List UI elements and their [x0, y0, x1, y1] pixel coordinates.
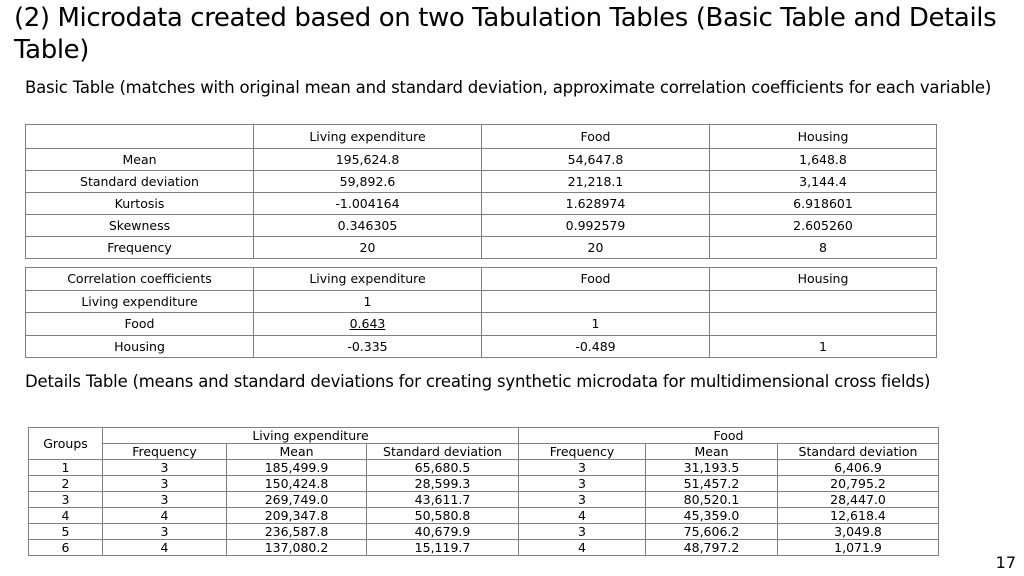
table-cell: 15,119.7: [367, 540, 519, 556]
table-row: [26, 335, 937, 358]
table-cell: -0.489: [482, 335, 710, 358]
table-row: [26, 171, 937, 193]
table-cell: 4: [103, 508, 227, 524]
table-cell: 12,618.4: [778, 508, 939, 524]
table-cell: 6: [29, 540, 103, 556]
table-cell: 195,624.8: [254, 149, 482, 171]
table-row: [26, 290, 937, 313]
row-label: Food: [26, 313, 254, 336]
row-label: Mean: [26, 149, 254, 171]
table-cell: 1,648.8: [710, 149, 937, 171]
table-row: [29, 524, 939, 540]
table-cell: 6,406.9: [778, 460, 939, 476]
table-cell: 80,520.1: [646, 492, 778, 508]
table-cell: 20: [254, 237, 482, 259]
table-cell: 4: [519, 508, 646, 524]
table-cell: 3: [103, 476, 227, 492]
basic-col-header: Housing: [710, 125, 937, 149]
table-cell: 59,892.6: [254, 171, 482, 193]
table-cell: 40,679.9: [367, 524, 519, 540]
table-cell: 3,049.8: [778, 524, 939, 540]
table-cell: 3: [519, 460, 646, 476]
table-cell: 0.992579: [482, 215, 710, 237]
subcolumn-header: Mean: [646, 444, 778, 460]
table-row: [29, 492, 939, 508]
table-cell: 137,080.2: [227, 540, 367, 556]
table-cell: 185,499.9: [227, 460, 367, 476]
subcolumn-header: Standard deviation: [367, 444, 519, 460]
table-cell: 1: [29, 460, 103, 476]
table-cell: 48,797.2: [646, 540, 778, 556]
groups-header: Groups: [29, 428, 103, 460]
table-cell: 28,447.0: [778, 492, 939, 508]
table-cell: 6.918601: [710, 193, 937, 215]
table-row: [26, 215, 937, 237]
basic-col-header: Living expenditure: [254, 125, 482, 149]
row-label: Standard deviation: [26, 171, 254, 193]
table-cell: -0.335: [254, 335, 482, 358]
subcolumn-header: Frequency: [519, 444, 646, 460]
table-row: [26, 237, 937, 259]
table-cell: 4: [29, 508, 103, 524]
table-cell: [710, 290, 937, 313]
correlation-corner-label: Correlation coefficients: [26, 268, 254, 291]
table-cell: 150,424.8: [227, 476, 367, 492]
row-label: Kurtosis: [26, 193, 254, 215]
basic-col-header: Food: [482, 125, 710, 149]
table-cell: 0.346305: [254, 215, 482, 237]
table-cell: 3: [103, 524, 227, 540]
table-cell: 3: [519, 524, 646, 540]
details-subheader-row: [29, 444, 939, 460]
basic-table-corner-cell: [26, 125, 254, 149]
table-cell: 65,680.5: [367, 460, 519, 476]
table-cell: 54,647.8: [482, 149, 710, 171]
table-row: [29, 540, 939, 556]
table-cell: [482, 290, 710, 313]
row-label: Skewness: [26, 215, 254, 237]
table-cell: 45,359.0: [646, 508, 778, 524]
table-cell: 31,193.5: [646, 460, 778, 476]
table-cell: 28,599.3: [367, 476, 519, 492]
table-cell: 3: [519, 492, 646, 508]
subcolumn-header: Mean: [227, 444, 367, 460]
correlation-col-header: Food: [482, 268, 710, 291]
table-row: [29, 508, 939, 524]
table-cell: 1: [710, 335, 937, 358]
table-cell: -1.004164: [254, 193, 482, 215]
table-cell: 8: [710, 237, 937, 259]
table-cell: 3: [103, 492, 227, 508]
table-cell: 1: [254, 290, 482, 313]
row-label: Housing: [26, 335, 254, 358]
table-cell: 43,611.7: [367, 492, 519, 508]
table-row: [26, 313, 937, 336]
page-number: 17: [995, 553, 1016, 572]
table-cell: 4: [103, 540, 227, 556]
basic-table-header-row: [26, 125, 937, 149]
slide-title: (2) Microdata created based on two Tabulation Tables (Basic Table and Details Table): [14, 3, 997, 65]
table-cell: 1.628974: [482, 193, 710, 215]
table-cell: 3: [29, 492, 103, 508]
row-label: Living expenditure: [26, 290, 254, 313]
table-cell: 2.605260: [710, 215, 937, 237]
table-cell: 3: [519, 476, 646, 492]
table-cell: 209,347.8: [227, 508, 367, 524]
table-cell: 20: [482, 237, 710, 259]
correlation-table: [25, 267, 937, 358]
basic-table-subtitle: Basic Table (matches with original mean and standard deviation, approximate correlation coefficients for each variable): [25, 78, 992, 97]
correlation-col-header: Housing: [710, 268, 937, 291]
details-group-header-row: [29, 428, 939, 444]
table-cell: 5: [29, 524, 103, 540]
table-cell: [710, 313, 937, 336]
table-cell: 3,144.4: [710, 171, 937, 193]
subcolumn-header: Frequency: [103, 444, 227, 460]
table-row: [29, 476, 939, 492]
table-cell: 75,606.2: [646, 524, 778, 540]
table-cell: 4: [519, 540, 646, 556]
table-cell: 50,580.8: [367, 508, 519, 524]
table-cell: 3: [103, 460, 227, 476]
basic-table: [25, 124, 937, 259]
details-table-subtitle: Details Table (means and standard deviations for creating synthetic microdata for multidimensional cross fields): [25, 372, 931, 391]
table-cell: [254, 313, 482, 336]
table-cell: 1,071.9: [778, 540, 939, 556]
correlation-col-header: Living expenditure: [254, 268, 482, 291]
table-row: [26, 193, 937, 215]
table-row: [26, 149, 937, 171]
table-cell: 51,457.2: [646, 476, 778, 492]
row-label: Frequency: [26, 237, 254, 259]
group-header-living-expenditure: Living expenditure: [103, 428, 519, 444]
table-row: [29, 460, 939, 476]
subcolumn-header: Standard deviation: [778, 444, 939, 460]
table-cell: 1: [482, 313, 710, 336]
table-cell: 236,587.8: [227, 524, 367, 540]
highlighted-value: 0.643: [349, 316, 386, 332]
table-cell: 21,218.1: [482, 171, 710, 193]
details-table: [28, 427, 939, 556]
table-cell: 269,749.0: [227, 492, 367, 508]
group-header-food: Food: [519, 428, 939, 444]
table-cell: 2: [29, 476, 103, 492]
correlation-header-row: [26, 268, 937, 291]
table-cell: 20,795.2: [778, 476, 939, 492]
